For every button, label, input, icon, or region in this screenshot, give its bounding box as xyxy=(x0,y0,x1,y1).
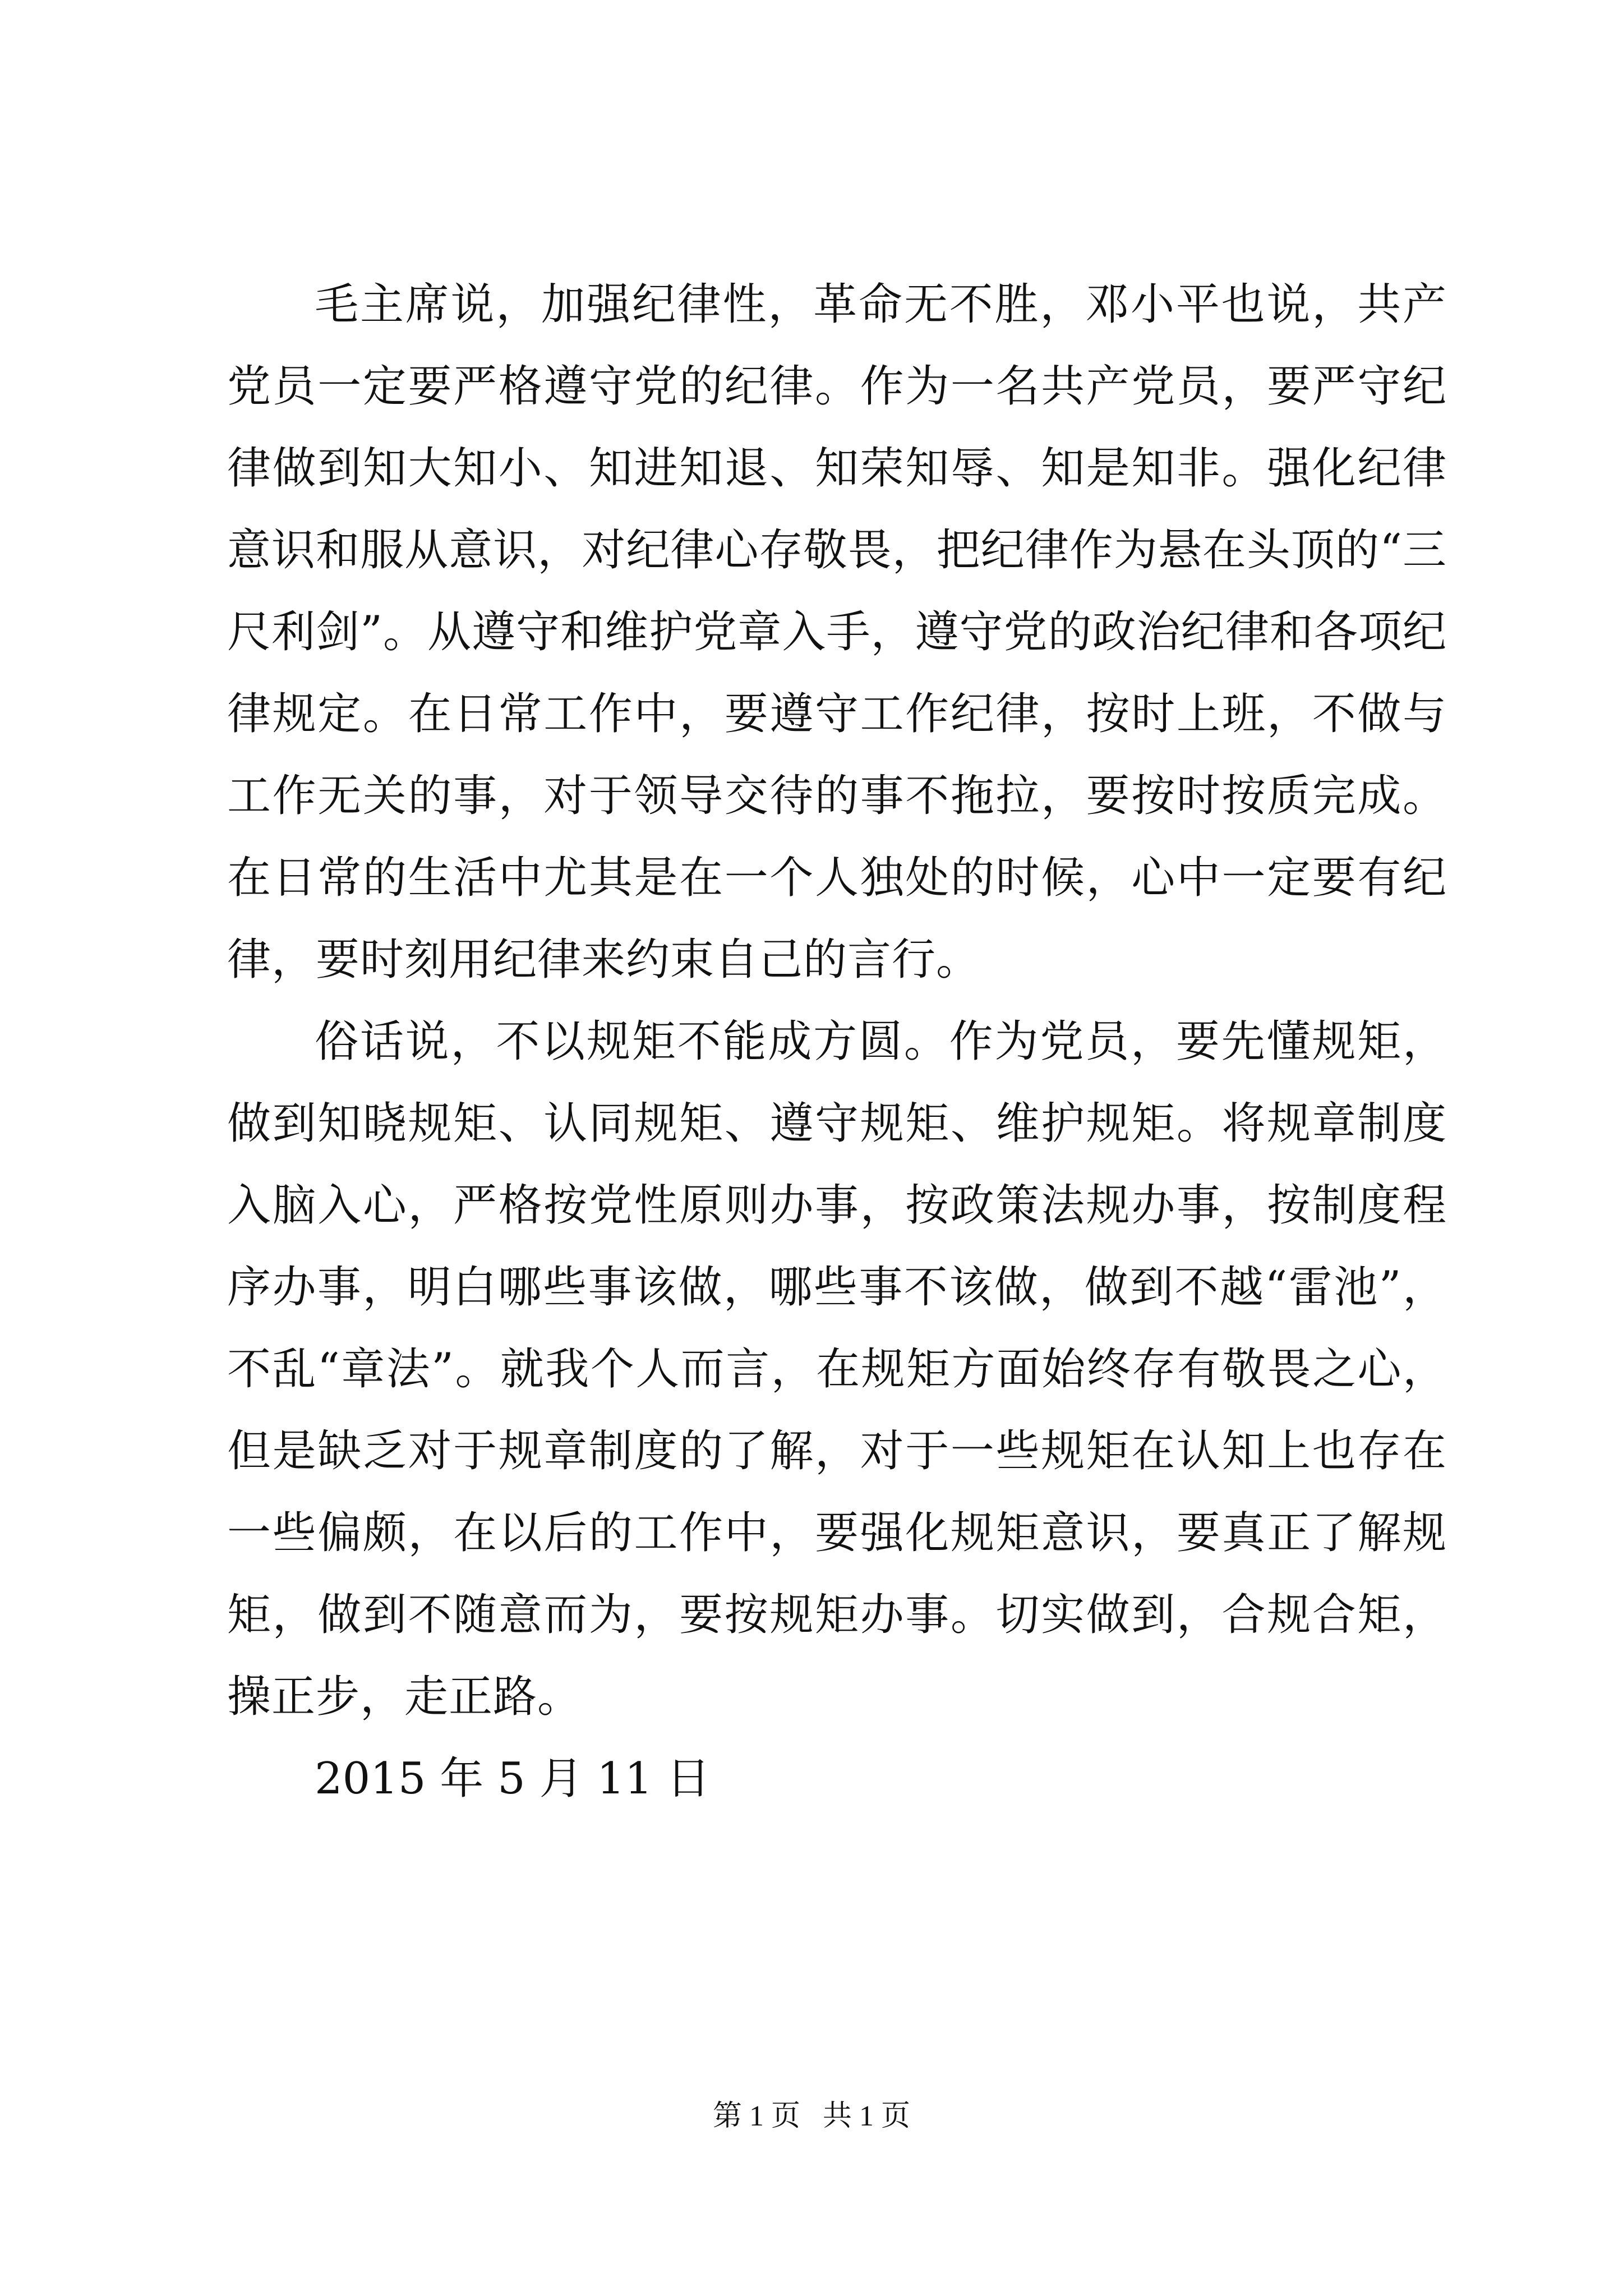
page-footer xyxy=(0,2097,1623,2136)
page-number: 第 1 页 xyxy=(712,2100,800,2132)
paragraph-discipline: 毛主席说，加强纪律性，革命无不胜，邓小平也说，共产党员一定要严格遵守党的纪律。作为一名共产党员，要严守纪律做到知大知小、知进知退、知荣知辱、知是知非。强化纪律意识和服从意识，对纪律心存敬畏，把纪律作为悬在头顶的“三尺利剑”。从遵守和维护党章入手，遵守党的政治纪律和各项纪律规定。在日常工作中，要遵守工作纪律，按时上班，不做与工作无关的事，对于领导交待的事不拖拉，要按时按质完成。在日常的生活中尤其是在一个人独处的时候，心中一定要有纪律，要时刻用纪律来约束自己的言行。 xyxy=(227,279,1447,985)
document-date: 2015 年 5 月 11 日 xyxy=(315,1754,711,1804)
page-total: 共 1 页 xyxy=(823,2100,911,2132)
paragraph-rules: 俗话说，不以规矩不能成方圆。作为党员，要先懂规矩，做到知晓规矩、认同规矩、遵守规矩、维护规矩。将规章制度入脑入心，严格按党性原则办事，按政策法规办事，按制度程序办事，明白哪些事该做，哪些事不该做，做到不越“雷池”，不乱“章法”。就我个人而言，在规矩方面始终存有敬畏之心，但是缺乏对于规章制度的了解，对于一些规矩在认知上也存在一些偏颇，在以后的工作中，要强化规矩意识，要真正了解规矩，做到不随意而为，要按规矩办事。切实做到，合规合矩，操正步，走正路。 xyxy=(227,1016,1447,1722)
document-body xyxy=(227,264,1447,1820)
